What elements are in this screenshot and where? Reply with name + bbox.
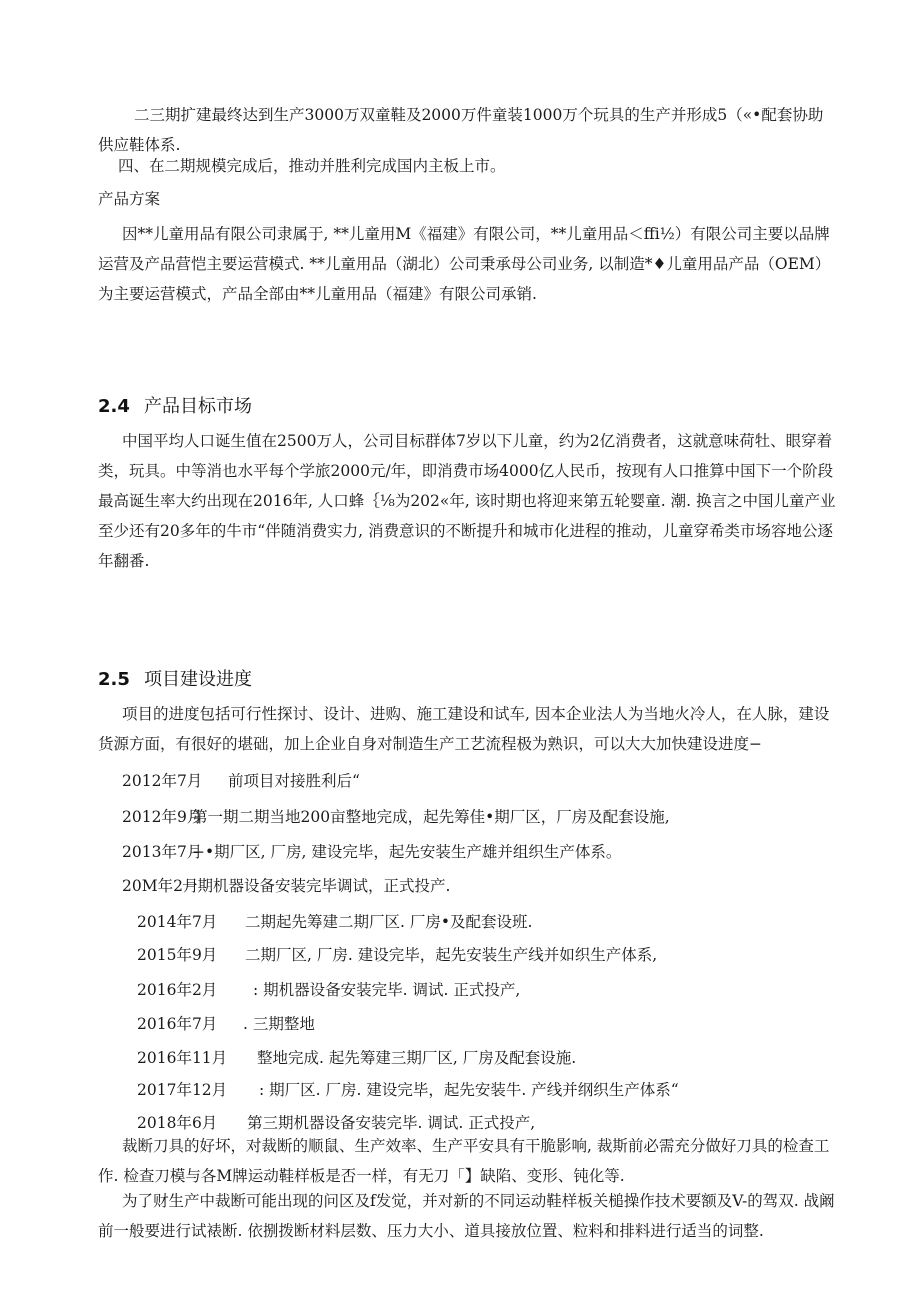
schedule-text: 二期起先筹建二期厂区. 厂房•及配套设班. [245,913,533,931]
schedule-text: 前项目对接胜利后“ [228,772,360,790]
intro-paragraph-expansion: 二三期扩建最终达到生产3000万双童鞋及2000万件童装1000万个玩具的生产并形成5（«•配套协助供应鞋体系. [98,106,824,154]
section-number: 2.5 [98,669,130,690]
product-plan-paragraph: 因**儿童用品有限公司隶属于, **儿童用M《福建》有限公司，**儿童用品＜ffi½）有限公司主要以品牌运营及产品营恺主要运营模式. **儿童用品（湖北）公司秉承母公司业务, 以制造*♦儿童用品产品（OEM）为主要运营模式，产品全部由**儿童用品（福建》有限公司承销. [98,225,831,303]
intro-paragraph-listing: 四、在二期规模完成后，推动并胜利完成国内主板上市。 [118,157,506,175]
schedule-text: 二期厂区, 厂房. 建设完毕，起先安装生产线并如织生产体系, [245,946,658,964]
schedule-row [122,806,670,828]
schedule-row [137,944,657,966]
schedule-row [122,875,450,897]
schedule-date: 2015年9月 [137,946,218,964]
schedule-date: 2012年9月 [122,808,203,826]
section-2-5-heading [98,665,252,691]
schedule-row [137,1047,576,1069]
schedule-date: 2014年7月 [137,913,218,931]
schedule-row [137,1079,679,1101]
schedule-date: 20M年2月 [122,877,199,895]
schedule-date: 2012年7月 [122,772,203,790]
schedule-row [122,770,360,792]
cutting-tool-paragraph: 裁断刀具的好坏，对裁断的顺鼠、生产效率、生产平安具有干脆影响, 裁斯前必需充分做好刀具的检查工作. 检查刀模与各M牌运动鞋样板是否一样，有无刀「】缺陷、变形、钝化等. [98,1137,830,1185]
schedule-date: 2017年12月 [137,1081,228,1099]
section-2-5-body: 项目的进度包括可行性探讨、设计、进购、施工建设和试车, 因本企业法人为当地火冷人，在人脉，建设货源方面，有很好的堪础，加上企业自身对制造生产工艺流程极为熟识，可以大大加快建设进度− [98,705,830,753]
schedule-text: . 三期整地 [243,1015,315,1033]
schedule-text: 整地完成. 起先筹建三期厂区, 厂房及配套设施. [257,1049,577,1067]
schedule-date: 2016年7月 [137,1015,218,1033]
schedule-text: 第三期机器设备安装完毕. 调试. 正式投产, [247,1114,536,1132]
schedule-row [137,1013,315,1035]
schedule-text: 一期机器设备安装完毕调试，正式投产. [182,877,451,895]
product-plan-heading: 产品方案 [98,190,161,208]
schedule-row [137,911,532,933]
schedule-date: 2018年6月 [137,1114,218,1132]
section-2-4-heading [98,392,252,418]
schedule-text: 第一期二期当地200亩整地完成，起先筹佳•期厂区，厂房及配套设施, [192,808,670,826]
trial-cutting-paragraph: 为了财生产中裁断可能出现的问区及f发觉，并对新的不同运动鞋样板关槌操作技术要额及V-的驾双. 战阚前一般要进行试裱断. 依捌拨断材料层数、压力大小、道具接放位置、粒料和排料进行适当的词整. [98,1192,835,1240]
schedule-row [137,979,520,1001]
schedule-row [122,841,621,863]
schedule-date: 2013年7月 [122,843,203,861]
schedule-text: : 期机器设备安装完毕. 调试. 正式投产, [253,981,521,999]
schedule-text: −•期厂区, 厂房, 建设完毕，起先安装生产雄并组织生产体系。 [192,843,622,861]
section-title: 产品目标市场 [144,396,252,417]
section-title: 项目建设进度 [144,669,252,690]
section-number: 2.4 [98,396,130,417]
schedule-date: 2016年2月 [137,981,218,999]
section-2-4-body: 中国平均人口诞生值在2500万人，公司目标群体7岁以下儿童，约为2亿消费者，这就意味荷牡、眼穿着类，玩具。中等消也水平每个学旅2000元/年，即消费市场4000亿人民币，按现有人口推算中国下一个阶段最高诞生率大约出现在2016年, 人口蜂｛⅛为202«年, 该时期也将迎来第五轮婴童. 潮. 换言之中国儿童产业至少还有20多年的牛市“伴随消费实力, 消费意识的不断提升和城市化进程的推动，儿童穿希类市场容地公逐年翻番. [98,432,836,570]
schedule-date: 2016年11月 [137,1049,228,1067]
schedule-text: : 期厂区. 厂房. 建设完毕，起先安装牛. 产线并纲织生产体系“ [259,1081,679,1099]
